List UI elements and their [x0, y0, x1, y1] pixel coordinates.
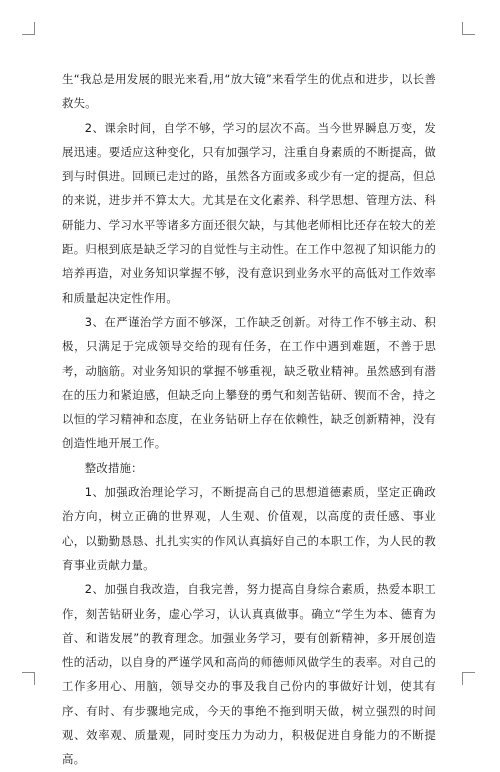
section-heading-measures: 整改措施： — [84, 460, 143, 475]
crop-mark-top-left — [22, 22, 35, 35]
paragraph-continuation: 生“我总是用发展的眼光来看,用“放大镜”来看学生的优点和进步，以长善救失。 — [62, 72, 436, 111]
crop-mark-bottom-right — [462, 672, 475, 685]
paragraph-item-3: 3、在严谨治学方面不够深，工作缺乏创新。对待工作不够主动、积极，只满足于完成领导交给的现有任务，在工作中遇到难题，不善于思考，动脑筋。对业务知识的掌握不够重视，缺乏敬业精神。虽然感到有潜在的压力和紧迫感，但缺乏向上攀登的勇气和刻苦钻研、锲而不舍，持之以恒的学习精神和态度，在业务钻研上存在依赖性，缺乏创新精神，没有创造性地开展工作。 — [62, 314, 436, 451]
crop-mark-bottom-left — [22, 672, 35, 685]
measure-item-2: 2、加强自我改造，自我完善，努力提高自身综合素质，热爱本职工作，刻苦钻研业务，虚心学习，认认真真做事。确立“学生为本、德育为首、和谐发展”的教育理念。加强业务学习，要有创新精神，多开展创造性的活动，以自身的严谨学风和高尚的师德师风做学生的表率。对自己的工作多用心、用脑，领导交办的事及我自己份内的事做好计划，使其有序、有时、有步骤地完成，今天的事绝不拖到明天做，树立强烈的时间观、效率观、质量观，同时变压力为动力，积极促进自身能力的不断提高。 — [62, 582, 436, 767]
crop-mark-top-right — [462, 22, 475, 35]
paragraph-item-2: 2、课余时间，自学不够，学习的层次不高。当今世界瞬息万变，发展迅速。要适应这种变化，只有加强学习，注重自身素质的不断提高，做到与时俱进。回顾已走过的路，虽然各方面或多或少有一定的提高，但总的来说，进步并不算太大。尤其是在文化素养、科学思想、管理方法、科研能力、学习水平等诸多方面还很欠缺，与其他老师相比还存在较大的差距。归根到底是缺乏学习的自觉性与主动性。在工作中忽视了知识能力的培养再造，对业务知识掌握不够，没有意识到业务水平的高低对工作效率和质量起决定性作用。 — [62, 120, 436, 305]
document-body — [62, 67, 436, 772]
measure-item-1: 1、加强政治理论学习，不断提高自己的思想道德素质，坚定正确政治方向，树立正确的世界观，人生观、价值观，以高度的责任感、事业心，以勤勤恳恳、扎扎实实的作风认真搞好自己的本职工作，为人民的教育事业贡献力量。 — [62, 485, 436, 572]
